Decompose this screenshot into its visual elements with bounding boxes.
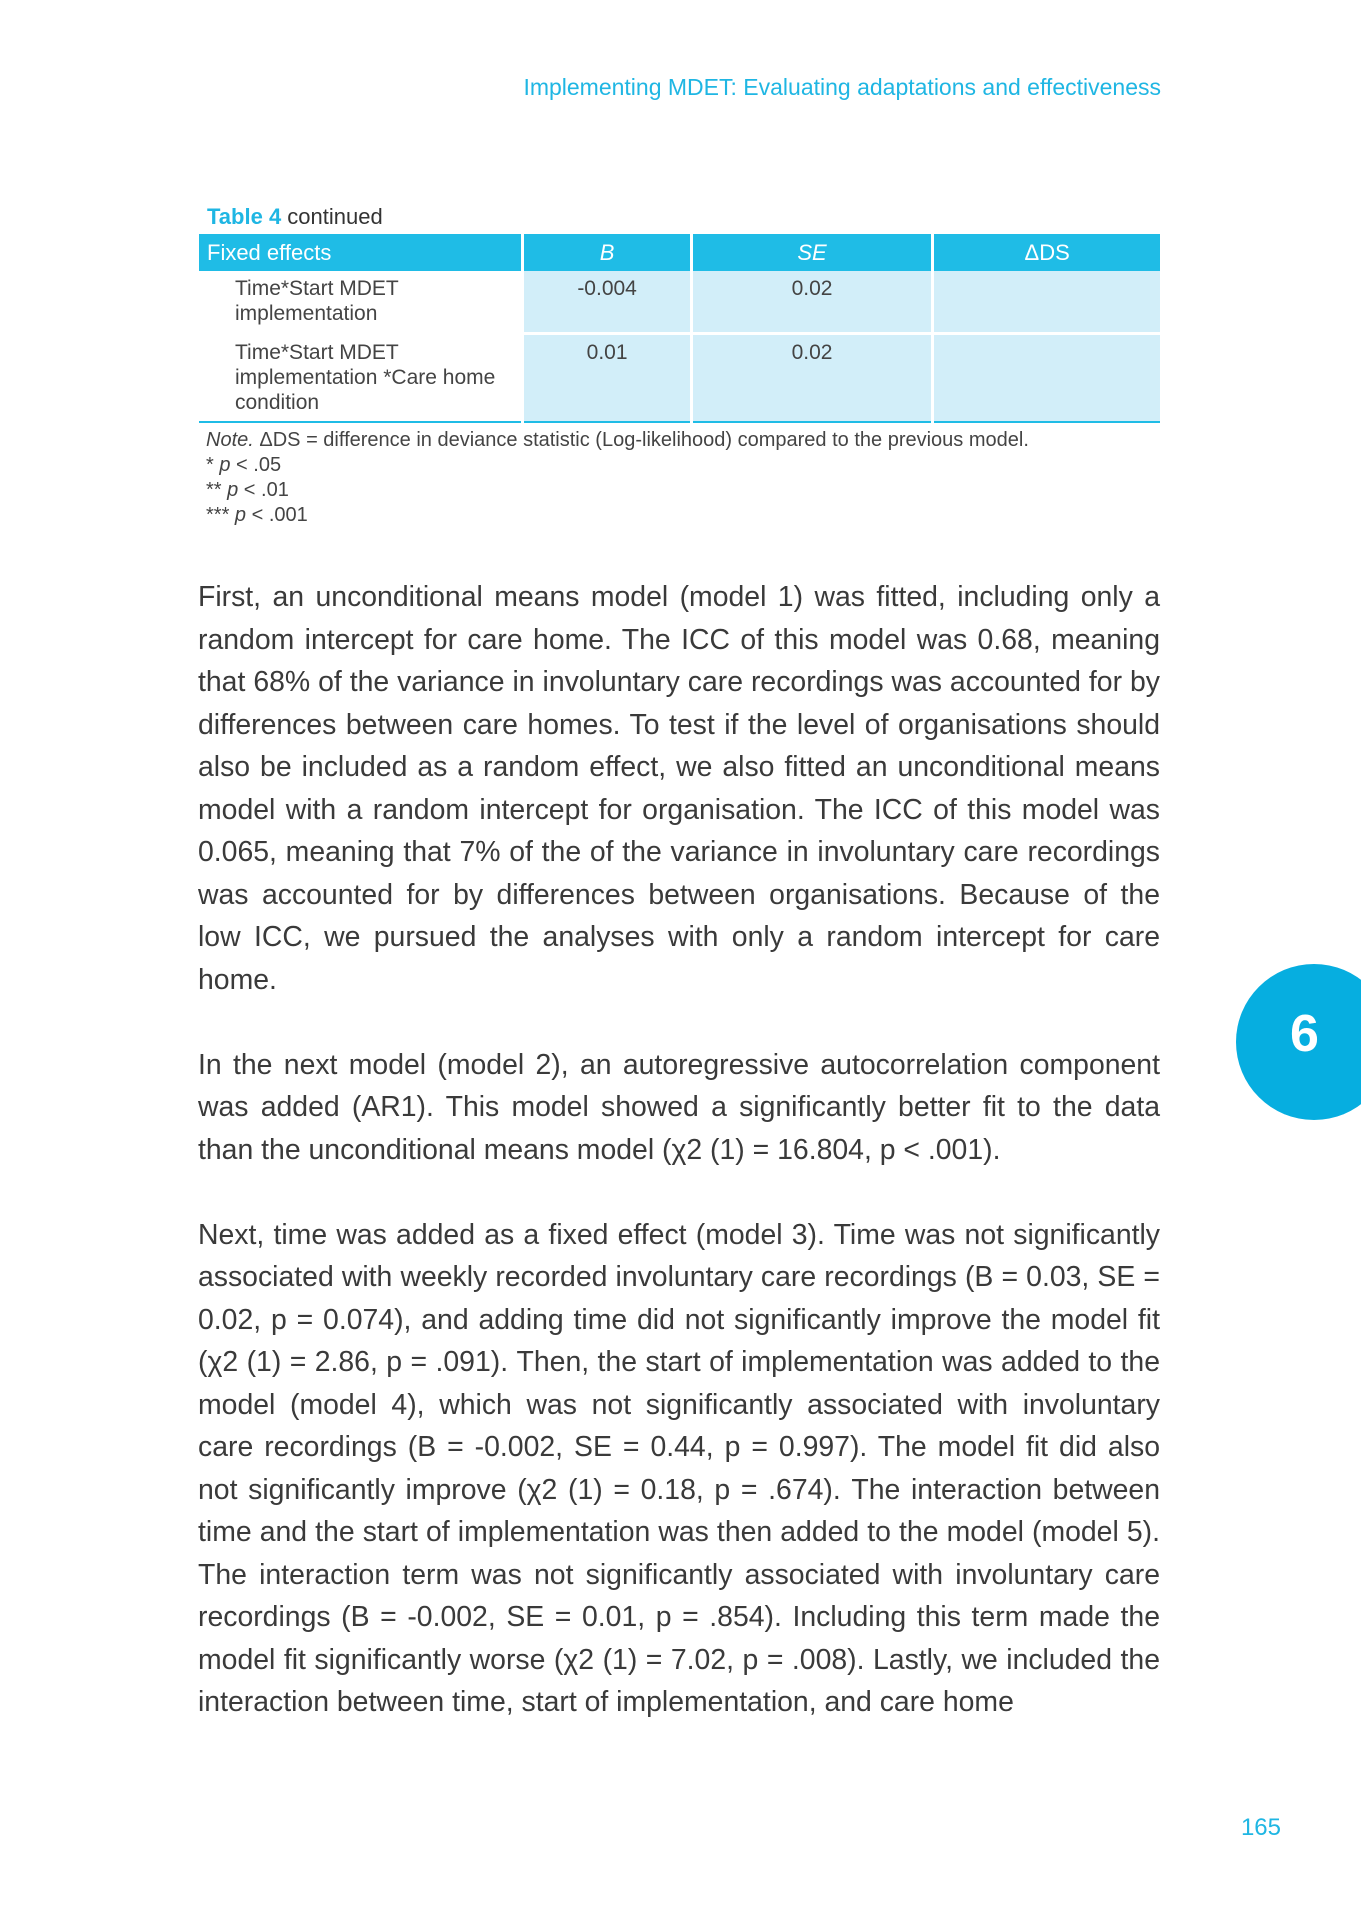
row-label: Time*Start MDET implementation: [199, 271, 523, 334]
running-header: Implementing MDET: Evaluating adaptations and effectiveness: [523, 74, 1161, 100]
col-header-fixed-effects: Fixed effects: [199, 234, 523, 271]
cell-se: 0.02: [691, 271, 933, 334]
page-number: 165: [1240, 1814, 1281, 1841]
paragraph-model-3-5: Next, time was added as a fixed effect (model 3). Time was not significantly associated with weekly recorded involuntary care recordings (B = 0.03, SE = 0.02, p = 0.074), and adding time did not significantly improve the model fit (χ2 (1) = 2.86, p = .091). Then, the start of implementation was added to the model (model 4), which was not significantly associated with involuntary care recordings (B = -0.002, SE = 0.44, p = 0.997). The model fit did also not significantly improve (χ2 (1) = 0.18, p = .674). The interaction between time and the start of implementation was then added to the model (model 5). The interaction term was not significantly associated with involuntary care recordings (B = -0.002, SE = 0.01, p = .854). Including this term made the model fit significantly worse (χ2 (1) = 7.02, p = .008). Lastly, we included the interaction between time, start of implementation, and care home: [198, 1218, 1160, 1718]
table-row: [199, 271, 1160, 334]
sig-p: p: [227, 479, 239, 501]
table-caption-text: continued: [281, 204, 383, 229]
sig-value: < .001: [246, 504, 308, 526]
table-notes: [206, 428, 1029, 528]
table-caption: [207, 204, 383, 230]
note-prefix: Note.: [206, 429, 254, 451]
sig-value: < .01: [238, 479, 289, 501]
sig-p: p: [234, 504, 247, 526]
row-label: Time*Start MDET implementation *Care home condition: [199, 334, 523, 423]
sig-stars: *: [206, 454, 220, 476]
chapter-number: 6: [1290, 1005, 1319, 1063]
table-caption-label: Table 4: [207, 204, 282, 229]
cell-delta-ds: [933, 334, 1160, 423]
cell-b: 0.01: [523, 334, 691, 423]
cell-se: 0.02: [691, 334, 933, 423]
paragraph-model-1: First, an unconditional means model (model 1) was fitted, including only a random intercept for care home. The ICC of this model was 0.68, meaning that 68% of the variance in involuntary care recordings was accounted for by differences between care homes. To test if the level of organisations should also be included as a random effect, we also fitted an unconditional means model with a random intercept for organisation. The ICC of this model was 0.065, meaning that 7% of the of the variance in involuntary care recordings was accounted for by differences between organisations. Because of the low ICC, we pursued the analyses with only a random intercept for care home.: [198, 581, 1160, 996]
sig-stars: **: [206, 479, 228, 501]
col-header-se: SE: [691, 234, 933, 271]
note-text: ΔDS = difference in deviance statistic (Log-likelihood) compared to the previous model.: [253, 429, 1029, 451]
table-header-row: [199, 234, 1160, 271]
sig-level: [206, 453, 1029, 478]
table-row: [199, 334, 1160, 423]
sig-level: [206, 478, 1029, 503]
col-header-b: B: [523, 234, 691, 271]
chapter-tab: [1236, 964, 1361, 1120]
cell-delta-ds: [933, 271, 1160, 334]
sig-value: < .05: [230, 454, 282, 476]
paragraph-model-2: In the next model (model 2), an autoregressive autocorrelation component was added (AR1). This model showed a significantly better fit to the data than the unconditional means model (χ2 (1) = 16.804, p < .001).: [198, 1048, 1160, 1166]
sig-p: p: [219, 454, 231, 476]
sig-level: [206, 503, 1029, 528]
table-note: [206, 428, 1029, 453]
cell-b: -0.004: [523, 271, 691, 334]
sig-stars: ***: [206, 504, 235, 526]
body-text: [198, 576, 1160, 1766]
fixed-effects-table: [199, 234, 1160, 423]
col-header-delta-ds: ΔDS: [933, 234, 1160, 271]
